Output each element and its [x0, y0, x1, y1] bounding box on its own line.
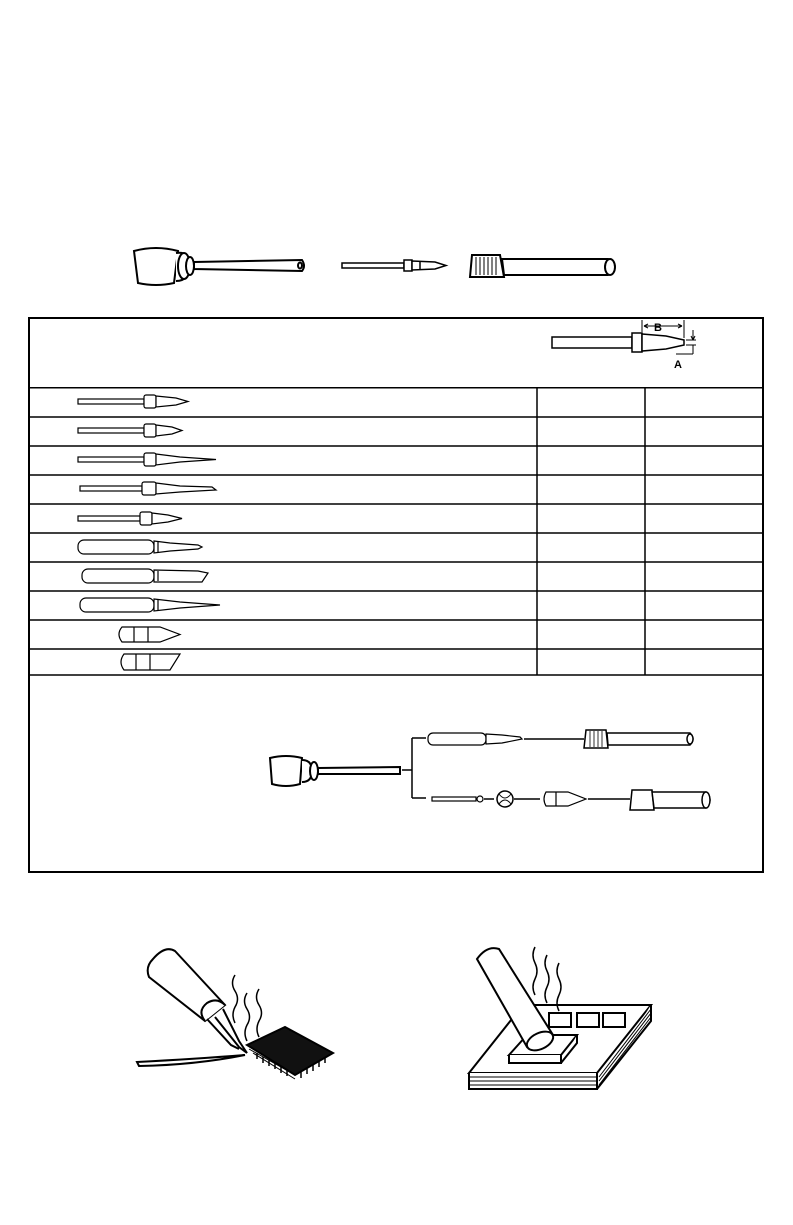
soldering-chip-illustration: [135, 935, 340, 1085]
conical-tip-icon: [78, 395, 188, 408]
sleeve-icon: [584, 730, 693, 748]
iron-handle-icon: [270, 756, 400, 786]
solder-wire-icon: [137, 1055, 245, 1066]
nozzle-icon: [544, 792, 586, 806]
bevel-tip-icon: [82, 569, 208, 583]
short-conical-tip-icon: [78, 424, 182, 437]
bent-needle-tip-icon: [80, 482, 216, 495]
iron-icon: [148, 949, 247, 1053]
heater-pin-icon: [432, 796, 483, 802]
heat-wave-icon: [233, 975, 262, 1041]
dimension-diagram: [548, 318, 708, 370]
heat-wave-icon: [533, 947, 561, 1011]
iron-handle-icon: [134, 248, 304, 285]
hot-air-pcb-icon: [469, 1005, 651, 1089]
small-tip-icon: [342, 260, 446, 271]
large-needle-tip-icon: [80, 598, 220, 612]
soldering-chip-icon: [247, 1027, 333, 1079]
dim-a-label: A: [674, 359, 682, 370]
spring-clip-icon: [497, 791, 513, 807]
large-tip-icon: [428, 733, 522, 745]
top-parts-illustration: [120, 235, 640, 295]
hot-air-bevel-nozzle-icon: [121, 654, 180, 670]
large-screwdriver-tip-icon: [78, 540, 202, 554]
hot-air-pcb-illustration: [465, 935, 660, 1095]
tip-table: [30, 387, 762, 676]
fine-chisel-tip-icon: [78, 512, 182, 525]
dim-b-label: B: [654, 322, 662, 334]
long-needle-tip-icon: [78, 453, 216, 466]
tip-retaining-nut-icon: [470, 255, 615, 277]
assembly-diagram: [262, 722, 722, 812]
nozzle-sleeve-icon: [630, 790, 710, 810]
hot-air-conical-nozzle-icon: [119, 627, 180, 642]
